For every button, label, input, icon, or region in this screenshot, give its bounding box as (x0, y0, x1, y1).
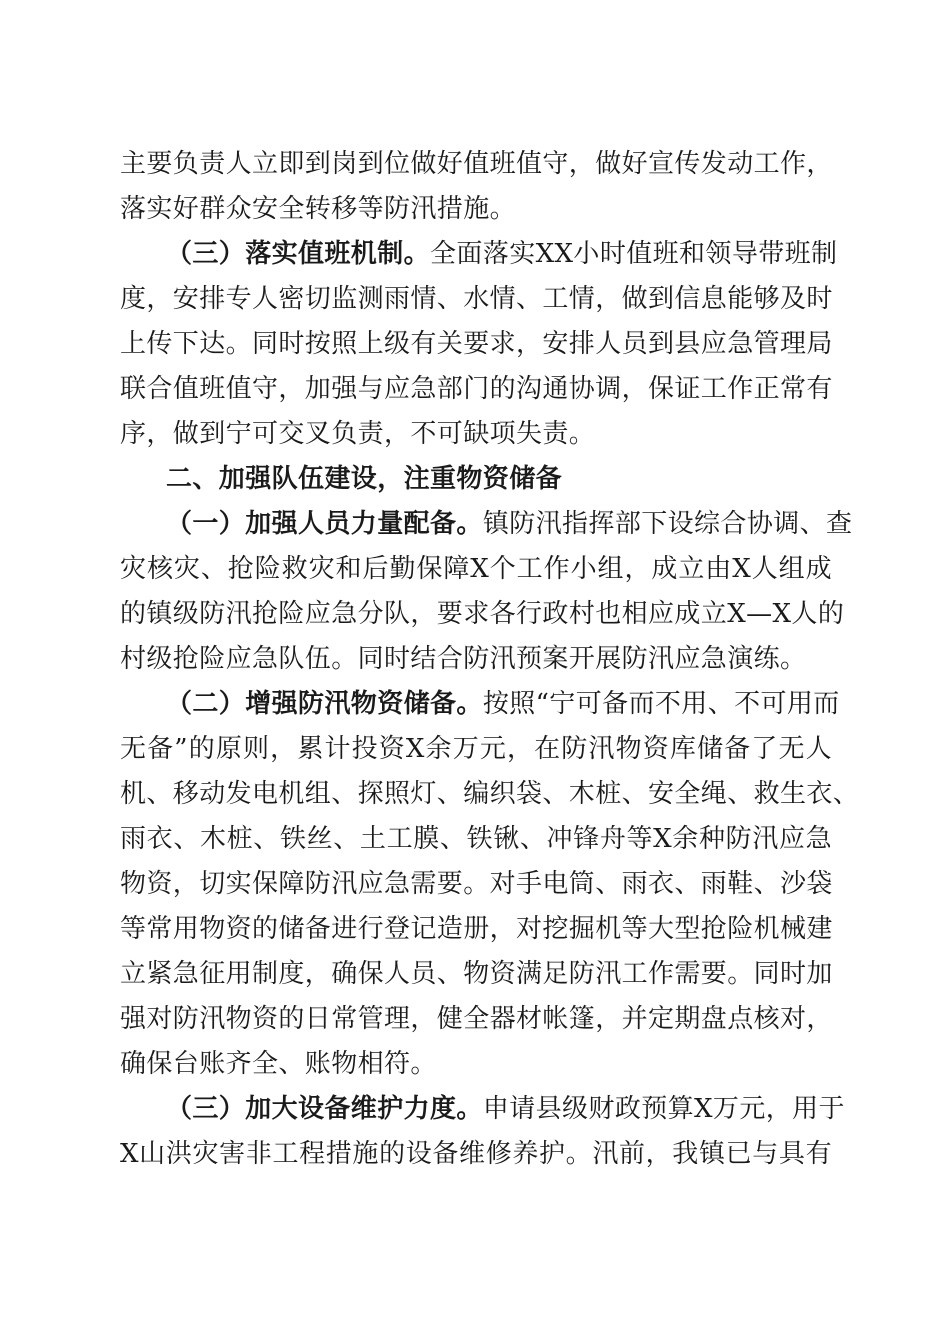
paragraph-line: 度，安排专人密切监测雨情、水情、工情，做到信息能够及时 (120, 284, 833, 314)
paragraph-line: （三）落实值班机制。全面落实XX小时值班和领导带班制 (166, 239, 838, 269)
paragraph-line: 主要负责人立即到岗到位做好值班值守，做好宣传发动工作， (120, 149, 833, 179)
paragraph-line: 立紧急征用制度，确保人员、物资满足防汛工作需要。同时加 (120, 959, 833, 989)
paragraph-line: 上传下达。同时按照上级有关要求，安排人员到县应急管理局 (120, 329, 833, 359)
subheading: （一）加强人员力量配备。 (166, 509, 483, 539)
paragraph-line: 的镇级防汛抢险应急分队，要求各行政村也相应成立X—X人的 (120, 599, 845, 629)
paragraph-line: 机、移动发电机组、探照灯、编织袋、木桩、安全绳、救生衣、 (120, 779, 860, 809)
subheading: （三）加大设备维护力度。 (166, 1094, 483, 1124)
paragraph-line: 确保台账齐全、账物相符。 (120, 1049, 437, 1079)
subheading: （三）落实值班机制。 (166, 239, 431, 269)
paragraph-line: 联合值班值守，加强与应急部门的沟通协调，保证工作正常有 (120, 374, 833, 404)
paragraph-line: 物资，切实保障防汛应急需要。对手电筒、雨衣、雨鞋、沙袋 (120, 869, 833, 899)
paragraph-line: 灾核灾、抢险救灾和后勤保障X个工作小组，成立由X人组成 (120, 554, 832, 584)
paragraph-line: （三）加大设备维护力度。申请县级财政预算X万元，用于 (166, 1094, 845, 1124)
paragraph-line: X山洪灾害非工程措施的设备维修养护。汛前，我镇已与具有 (120, 1139, 832, 1169)
paragraph-line: 序，做到宁可交叉负责，不可缺项失责。 (120, 419, 596, 449)
paragraph-line: 落实好群众安全转移等防汛措施。 (120, 194, 517, 224)
paragraph-line: （一）加强人员力量配备。镇防汛指挥部下设综合协调、查 (166, 509, 853, 539)
paragraph-line: 雨衣、木桩、铁丝、土工膜、铁锹、冲锋舟等X余种防汛应急 (120, 824, 832, 854)
paragraph-line: 村级抢险应急队伍。同时结合防汛预案开展防汛应急演练。 (120, 644, 807, 674)
paragraph-line: 无备”的原则，累计投资X余万元，在防汛物资库储备了无人 (120, 734, 832, 764)
paragraph-line: （二）增强防汛物资储备。按照“宁可备而不用、不可用而 (166, 689, 840, 719)
paragraph-line: 强对防汛物资的日常管理，健全器材帐篷，并定期盘点核对， (120, 1004, 833, 1034)
paragraph-line: 等常用物资的储备进行登记造册，对挖掘机等大型抢险机械建 (120, 914, 833, 944)
section-heading: 二、加强队伍建设，注重物资储备 (166, 464, 563, 494)
subheading: （二）增强防汛物资储备。 (166, 689, 483, 719)
